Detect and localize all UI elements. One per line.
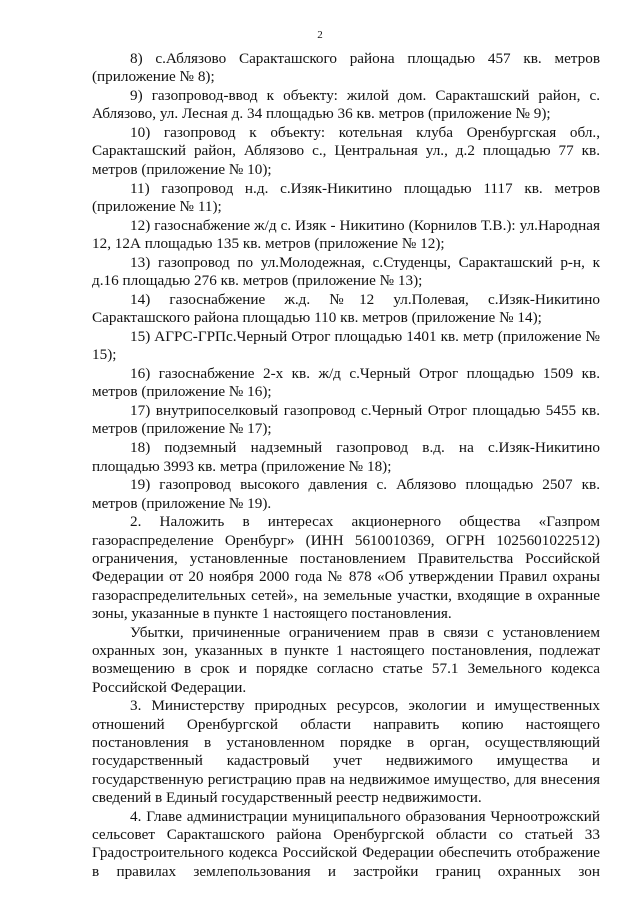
list-item-16: 16) газоснабжение 2-х кв. ж/д с.Черный Отрог площадью 1509 кв. метров (приложение № 16);	[92, 365, 600, 401]
page-number: 2	[317, 29, 323, 41]
list-item-10: 10) газопровод к объекту: котельная клуба Оренбургская обл., Саракташский район, Аблязово с., Центральная ул., д.2 площадью 77 кв. метров (приложение № 10);	[92, 124, 600, 178]
list-item-18: 18) подземный надземный газопровод в.д. на с.Изяк-Никитино площадью 3993 кв. метра (приложение № 18);	[92, 439, 600, 475]
clause-2-restrictions: 2. Наложить в интересах акционерного общества «Газпром газораспределение Оренбург» (ИНН 5610010369, ОГРН 1025601022512) ограничения, установленные постановлением Правительства Российской Федерации от 20 ноября 2000 года № 878 «Об утверждении Правил охраны газораспределительных сетей», на земельные участки, входящие в охранные зоны, указанные в пункте 1 настоящего постановления.	[92, 513, 600, 622]
clause-2-compensation: Убытки, причиненные ограничением прав в связи с установлением охранных зон, указанных в пункте 1 настоящего постановления, подлежат возмещению в срок и порядке согласно статье 57.1 Земельного кодекса Российской Федерации.	[92, 623, 600, 696]
list-item-15: 15) АГРС-ГРПс.Черный Отрог площадью 1401 кв. метр (приложение № 15);	[92, 327, 600, 364]
list-item-12: 12) газоснабжение ж/д с. Изяк - Никитино (Корнилов Т.В.): ул.Народная 12, 12А площадью 135 кв. метров (приложение № 12);	[92, 216, 600, 252]
list-item-19: 19) газопровод высокого давления с. Аблязово площадью 2507 кв. метров (приложение № 19).	[92, 476, 600, 512]
list-item-11: 11) газопровод н.д. с.Изяк-Никитино площадью 1117 кв. метров (приложение № 11);	[92, 179, 600, 215]
list-item-9: 9) газопровод-ввод к объекту: жилой дом. Саракташский район, с. Аблязово, ул. Лесная д. 34 площадью 36 кв. метров (приложение № 9);	[92, 87, 600, 123]
clause-4-administration: 4. Главе администрации муниципального образования Черноотрожский сельсовет Саракташского района Оренбургской области со статьей 33 Градостроительного кодекса Российской Федерации обеспечить отображение в правилах землепользования и застройки границ охранных зон	[92, 807, 600, 880]
list-item-8: 8) с.Аблязово Саракташского района площадью 457 кв. метров (приложение № 8);	[92, 50, 600, 86]
list-item-14: 14) газоснабжение ж.д. №12 ул.Полевая, с.Изяк-Никитино Саракташского района площадью 110 кв. метров (приложение № 14);	[92, 290, 600, 327]
list-item-17: 17) внутрипоселковый газопровод с.Черный Отрог площадью 5455 кв. метров (приложение № 17);	[92, 402, 600, 438]
list-item-13: 13) газопровод по ул.Молодежная, с.Студенцы, Саракташский р-н, к д.16 площадью 276 кв. метров (приложение № 13);	[92, 253, 600, 290]
document-body	[92, 50, 600, 881]
clause-3-ministry: 3. Министерству природных ресурсов, экологии и имущественных отношений Оренбургской области направить копию настоящего постановления в установленном порядке в орган, осуществляющий государственный кадастровый учет недвижимого имущества и государственную регистрацию прав на недвижимое имущество, для внесения сведений в Единый государственный реестр недвижимости.	[92, 697, 600, 806]
